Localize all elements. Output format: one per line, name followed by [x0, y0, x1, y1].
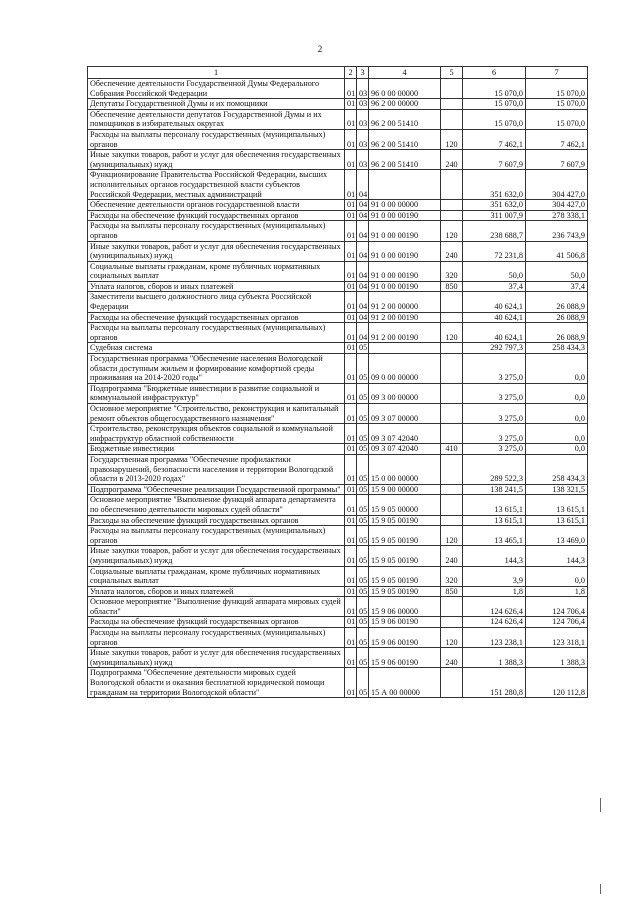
- scan-mark: [600, 884, 601, 894]
- row-c4-cell: 15 А 00 00000: [369, 668, 441, 698]
- row-c3-cell: 04: [357, 210, 369, 221]
- row-c5-cell: [441, 109, 463, 129]
- row-name-cell: Заместители высшего должностного лица субъекта Российской Федерации: [88, 292, 345, 312]
- row-c3-cell: 04: [357, 281, 369, 292]
- row-c4-cell: 91 0 00 00190: [369, 261, 441, 281]
- row-name-cell: Подпрограмма "Обеспечение деятельности мировых судей Вологодской области и оказания бесплатной юридической помощи гражданам на территории Вологодской области": [88, 668, 345, 698]
- row-c6-cell: 50,0: [463, 261, 526, 281]
- row-c2-cell: 01: [345, 241, 357, 261]
- row-c2-cell: 01: [345, 323, 357, 343]
- row-c6-cell: 3 275,0: [463, 404, 526, 424]
- budget-table: [87, 66, 588, 698]
- row-c5-cell: [441, 424, 463, 444]
- row-c4-cell: 91 0 00 00190: [369, 221, 441, 241]
- row-c7-cell: 1 388,3: [526, 648, 588, 668]
- row-name-cell: Судебная система: [88, 343, 345, 354]
- row-c7-cell: 123 318,1: [526, 628, 588, 648]
- row-c4-cell: 15 9 05 00190: [369, 566, 441, 586]
- row-c3-cell: 05: [357, 617, 369, 628]
- row-c5-cell: 240: [441, 150, 463, 170]
- row-c2-cell: 01: [345, 566, 357, 586]
- row-c6-cell: 13 615,1: [463, 515, 526, 526]
- row-name-cell: Социальные выплаты гражданам, кроме публичных нормативных социальных выплат: [88, 261, 345, 281]
- table-row: [88, 79, 588, 99]
- row-c6-cell: 15 070,0: [463, 79, 526, 99]
- row-c2-cell: 01: [345, 546, 357, 566]
- row-c5-cell: 120: [441, 628, 463, 648]
- col-header: 6: [463, 67, 526, 79]
- row-c7-cell: 37,4: [526, 281, 588, 292]
- row-c3-cell: 05: [357, 566, 369, 586]
- table-row: [88, 210, 588, 221]
- row-name-cell: Расходы на обеспечение функций государственных органов: [88, 312, 345, 323]
- row-c5-cell: 320: [441, 566, 463, 586]
- row-c4-cell: 91 0 00 00190: [369, 281, 441, 292]
- row-c3-cell: 05: [357, 628, 369, 648]
- row-name-cell: Расходы на выплаты персоналу государственных (муниципальных) органов: [88, 129, 345, 149]
- row-c5-cell: [441, 79, 463, 99]
- row-c3-cell: 05: [357, 526, 369, 546]
- row-c2-cell: 01: [345, 526, 357, 546]
- row-c6-cell: 15 070,0: [463, 109, 526, 129]
- row-c4-cell: 96 2 00 51410: [369, 150, 441, 170]
- table-row: [88, 323, 588, 343]
- table-row: [88, 586, 588, 597]
- row-c5-cell: [441, 484, 463, 495]
- row-name-cell: Функционирование Правительства Российской Федерации, высших исполнительных органов государственной власти субъектов Российской Федерации, местных администраций: [88, 170, 345, 200]
- row-c3-cell: 05: [357, 343, 369, 354]
- row-name-cell: Уплата налогов, сборов и иных платежей: [88, 281, 345, 292]
- row-c5-cell: 320: [441, 261, 463, 281]
- row-c7-cell: 1,8: [526, 586, 588, 597]
- table-row: [88, 221, 588, 241]
- row-c6-cell: 1 388,3: [463, 648, 526, 668]
- row-c4-cell: 15 0 00 00000: [369, 454, 441, 484]
- row-c4-cell: 91 0 00 00190: [369, 210, 441, 221]
- row-c3-cell: 05: [357, 354, 369, 384]
- row-c5-cell: [441, 668, 463, 698]
- row-c5-cell: [441, 343, 463, 354]
- row-name-cell: Депутаты Государственной Думы и их помощники: [88, 99, 345, 110]
- table-row: [88, 566, 588, 586]
- row-c7-cell: 258 434,3: [526, 343, 588, 354]
- row-c7-cell: 26 088,9: [526, 312, 588, 323]
- row-c2-cell: 01: [345, 444, 357, 455]
- row-c6-cell: 144,3: [463, 546, 526, 566]
- table-row: [88, 454, 588, 484]
- row-c2-cell: 01: [345, 150, 357, 170]
- row-c2-cell: 01: [345, 628, 357, 648]
- row-c5-cell: [441, 292, 463, 312]
- row-c7-cell: 124 706,4: [526, 617, 588, 628]
- table-row: [88, 484, 588, 495]
- row-c3-cell: 05: [357, 484, 369, 495]
- row-c3-cell: 05: [357, 668, 369, 698]
- row-c7-cell: 13 615,1: [526, 495, 588, 515]
- row-c2-cell: 01: [345, 129, 357, 149]
- row-c5-cell: [441, 597, 463, 617]
- row-c7-cell: 41 506,8: [526, 241, 588, 261]
- row-c7-cell: 120 112,8: [526, 668, 588, 698]
- row-c3-cell: 05: [357, 495, 369, 515]
- row-c5-cell: [441, 200, 463, 211]
- row-name-cell: Расходы на обеспечение функций государственных органов: [88, 515, 345, 526]
- row-c6-cell: 124 626,4: [463, 597, 526, 617]
- row-c2-cell: 01: [345, 210, 357, 221]
- row-c5-cell: 850: [441, 586, 463, 597]
- row-name-cell: Подпрограмма "Обеспечение реализации Государственной программы": [88, 484, 345, 495]
- row-c5-cell: [441, 383, 463, 403]
- row-c5-cell: [441, 170, 463, 200]
- table-row: [88, 668, 588, 698]
- row-c6-cell: 311 007,9: [463, 210, 526, 221]
- row-name-cell: Основное мероприятие "Выполнение функций аппарата мировых судей области": [88, 597, 345, 617]
- table-header-row: [88, 67, 588, 79]
- row-c4-cell: 15 9 06 00190: [369, 617, 441, 628]
- row-c4-cell: [369, 343, 441, 354]
- table-row: [88, 281, 588, 292]
- row-c5-cell: [441, 210, 463, 221]
- row-c4-cell: 09 3 07 42040: [369, 444, 441, 455]
- row-c2-cell: 01: [345, 648, 357, 668]
- row-c2-cell: 01: [345, 312, 357, 323]
- row-c7-cell: 278 338,1: [526, 210, 588, 221]
- row-name-cell: Подпрограмма "Бюджетные инвестиции в развитие социальной и коммунальной инфраструктур": [88, 383, 345, 403]
- row-name-cell: Уплата налогов, сборов и иных платежей: [88, 586, 345, 597]
- row-name-cell: Расходы на обеспечение функций государственных органов: [88, 617, 345, 628]
- row-c5-cell: [441, 99, 463, 110]
- row-c2-cell: 01: [345, 515, 357, 526]
- row-c2-cell: 01: [345, 617, 357, 628]
- row-name-cell: Расходы на выплаты персоналу государственных (муниципальных) органов: [88, 221, 345, 241]
- row-c3-cell: 05: [357, 404, 369, 424]
- table-row: [88, 129, 588, 149]
- row-c2-cell: 01: [345, 79, 357, 99]
- row-c6-cell: 7 607,9: [463, 150, 526, 170]
- row-c3-cell: 05: [357, 444, 369, 455]
- scan-mark: [600, 798, 601, 812]
- row-c6-cell: 351 632,0: [463, 200, 526, 211]
- row-c7-cell: 15 070,0: [526, 79, 588, 99]
- row-c2-cell: 01: [345, 281, 357, 292]
- col-header: 1: [88, 67, 345, 79]
- row-c6-cell: 238 688,7: [463, 221, 526, 241]
- table-row: [88, 648, 588, 668]
- row-name-cell: Иные закупки товаров, работ и услуг для обеспечения государственных (муниципальных) нужд: [88, 648, 345, 668]
- row-c4-cell: 15 9 05 00190: [369, 515, 441, 526]
- col-header: 3: [357, 67, 369, 79]
- table-row: [88, 597, 588, 617]
- row-c3-cell: 05: [357, 424, 369, 444]
- row-c5-cell: 410: [441, 444, 463, 455]
- row-c5-cell: [441, 354, 463, 384]
- row-c7-cell: 304 427,0: [526, 170, 588, 200]
- row-c6-cell: 1,8: [463, 586, 526, 597]
- row-c7-cell: 26 088,9: [526, 323, 588, 343]
- page-number: 2: [317, 44, 323, 54]
- row-name-cell: Социальные выплаты гражданам, кроме публичных нормативных социальных выплат: [88, 566, 345, 586]
- row-c7-cell: 26 088,9: [526, 292, 588, 312]
- row-c4-cell: 91 2 00 00190: [369, 312, 441, 323]
- row-c2-cell: 01: [345, 424, 357, 444]
- row-c3-cell: 03: [357, 150, 369, 170]
- row-c4-cell: 09 3 00 00000: [369, 383, 441, 403]
- row-c2-cell: 01: [345, 668, 357, 698]
- row-c7-cell: 7 462,1: [526, 129, 588, 149]
- row-c2-cell: 01: [345, 404, 357, 424]
- row-c7-cell: 7 607,9: [526, 150, 588, 170]
- row-name-cell: Бюджетные инвестиции: [88, 444, 345, 455]
- row-c4-cell: 15 9 06 00190: [369, 628, 441, 648]
- row-c5-cell: 120: [441, 221, 463, 241]
- row-c2-cell: 01: [345, 261, 357, 281]
- row-name-cell: Иные закупки товаров, работ и услуг для обеспечения государственных (муниципальных) нужд: [88, 150, 345, 170]
- row-name-cell: Основное мероприятие "Строительство, реконструкция и капитальный ремонт объектов общегосударственного назначения": [88, 404, 345, 424]
- row-c6-cell: 37,4: [463, 281, 526, 292]
- row-c2-cell: 01: [345, 383, 357, 403]
- row-c6-cell: 123 238,1: [463, 628, 526, 648]
- row-c4-cell: 91 2 00 00000: [369, 292, 441, 312]
- row-c6-cell: 289 522,3: [463, 454, 526, 484]
- row-c5-cell: [441, 404, 463, 424]
- row-name-cell: Иные закупки товаров, работ и услуг для обеспечения государственных (муниципальных) нужд: [88, 241, 345, 261]
- row-c4-cell: 09 0 00 00000: [369, 354, 441, 384]
- row-name-cell: Расходы на выплаты персоналу государственных (муниципальных) органов: [88, 526, 345, 546]
- row-c2-cell: 01: [345, 343, 357, 354]
- col-header: 2: [345, 67, 357, 79]
- row-c7-cell: 13 615,1: [526, 515, 588, 526]
- table-row: [88, 170, 588, 200]
- row-c4-cell: 09 3 07 00000: [369, 404, 441, 424]
- row-c3-cell: 03: [357, 79, 369, 99]
- row-c5-cell: [441, 515, 463, 526]
- col-header: 7: [526, 67, 588, 79]
- row-c5-cell: 120: [441, 129, 463, 149]
- row-name-cell: Государственная программа "Обеспечение населения Вологодской области доступным жильем и формирование комфортной среды проживания на 2014-2020 годы": [88, 354, 345, 384]
- row-c6-cell: 151 280,8: [463, 668, 526, 698]
- row-c3-cell: 04: [357, 170, 369, 200]
- row-c5-cell: 120: [441, 526, 463, 546]
- row-c3-cell: 03: [357, 109, 369, 129]
- table-row: [88, 546, 588, 566]
- row-c4-cell: 09 3 07 42040: [369, 424, 441, 444]
- table-row: [88, 312, 588, 323]
- row-c3-cell: 04: [357, 200, 369, 211]
- row-c3-cell: 04: [357, 312, 369, 323]
- row-c7-cell: 15 070,0: [526, 99, 588, 110]
- row-c4-cell: 15 9 05 00190: [369, 546, 441, 566]
- table-row: [88, 150, 588, 170]
- row-c3-cell: 04: [357, 221, 369, 241]
- row-c4-cell: 91 2 00 00190: [369, 323, 441, 343]
- row-name-cell: Обеспечение деятельности Государственной Думы Федерального Собрания Российской Федерации: [88, 79, 345, 99]
- row-c2-cell: 01: [345, 454, 357, 484]
- row-c4-cell: 15 9 05 00190: [369, 526, 441, 546]
- row-c7-cell: 144,3: [526, 546, 588, 566]
- row-c4-cell: 96 2 00 51410: [369, 109, 441, 129]
- row-c3-cell: 04: [357, 241, 369, 261]
- row-c4-cell: 96 2 00 51410: [369, 129, 441, 149]
- row-c4-cell: 15 9 00 00000: [369, 484, 441, 495]
- row-c3-cell: 03: [357, 99, 369, 110]
- row-c2-cell: 01: [345, 221, 357, 241]
- row-c4-cell: 96 0 00 00000: [369, 79, 441, 99]
- row-c2-cell: 01: [345, 292, 357, 312]
- row-c7-cell: 124 706,4: [526, 597, 588, 617]
- row-c6-cell: 7 462,1: [463, 129, 526, 149]
- row-c2-cell: 01: [345, 109, 357, 129]
- table-row: [88, 99, 588, 110]
- row-name-cell: Государственная программа "Обеспечение профилактики правонарушений, безопасности населения и территории Вологодской области в 2013-2020 годах": [88, 454, 345, 484]
- row-c3-cell: 04: [357, 292, 369, 312]
- table-row: [88, 261, 588, 281]
- table-row: [88, 109, 588, 129]
- row-c7-cell: 0,0: [526, 566, 588, 586]
- row-c6-cell: 3,9: [463, 566, 526, 586]
- row-c3-cell: 05: [357, 648, 369, 668]
- table-row: [88, 526, 588, 546]
- row-c5-cell: 240: [441, 648, 463, 668]
- row-c7-cell: 236 743,9: [526, 221, 588, 241]
- row-c5-cell: [441, 617, 463, 628]
- row-c4-cell: [369, 170, 441, 200]
- row-c6-cell: 124 626,4: [463, 617, 526, 628]
- row-c2-cell: 01: [345, 484, 357, 495]
- row-c6-cell: 138 241,5: [463, 484, 526, 495]
- row-c7-cell: 0,0: [526, 424, 588, 444]
- row-c7-cell: 50,0: [526, 261, 588, 281]
- row-name-cell: Обеспечение деятельности органов государственной власти: [88, 200, 345, 211]
- row-c2-cell: 01: [345, 354, 357, 384]
- row-c3-cell: 04: [357, 261, 369, 281]
- row-c2-cell: 01: [345, 170, 357, 200]
- table-row: [88, 515, 588, 526]
- row-c7-cell: 258 434,3: [526, 454, 588, 484]
- row-c7-cell: 138 321,5: [526, 484, 588, 495]
- row-c7-cell: 0,0: [526, 404, 588, 424]
- table-row: [88, 292, 588, 312]
- row-c6-cell: 40 624,1: [463, 323, 526, 343]
- table-row: [88, 404, 588, 424]
- row-c2-cell: 01: [345, 99, 357, 110]
- row-c5-cell: [441, 312, 463, 323]
- row-name-cell: Обеспечение деятельности депутатов Государственной Думы и их помощников в избирательных округах: [88, 109, 345, 129]
- row-c6-cell: 40 624,1: [463, 312, 526, 323]
- row-c5-cell: 240: [441, 241, 463, 261]
- row-c7-cell: 15 070,0: [526, 109, 588, 129]
- row-c6-cell: 3 275,0: [463, 424, 526, 444]
- table-row: [88, 383, 588, 403]
- table-row: [88, 343, 588, 354]
- table-row: [88, 628, 588, 648]
- table-row: [88, 354, 588, 384]
- row-name-cell: Основное мероприятие "Выполнение функций аппарата департамента по обеспечению деятельности мировых судей области": [88, 495, 345, 515]
- table-row: [88, 495, 588, 515]
- row-c6-cell: 15 070,0: [463, 99, 526, 110]
- row-c2-cell: 01: [345, 200, 357, 211]
- table-row: [88, 444, 588, 455]
- row-c3-cell: 05: [357, 454, 369, 484]
- row-c3-cell: 05: [357, 586, 369, 597]
- row-c4-cell: 91 0 00 00000: [369, 200, 441, 211]
- row-c4-cell: 15 9 05 00000: [369, 495, 441, 515]
- row-c7-cell: 304 427,0: [526, 200, 588, 211]
- row-c2-cell: 01: [345, 586, 357, 597]
- col-header: 4: [369, 67, 441, 79]
- row-c3-cell: 05: [357, 597, 369, 617]
- row-c3-cell: 05: [357, 515, 369, 526]
- row-name-cell: Расходы на выплаты персоналу государственных (муниципальных) органов: [88, 323, 345, 343]
- row-c3-cell: 05: [357, 383, 369, 403]
- row-c6-cell: 3 275,0: [463, 354, 526, 384]
- row-c5-cell: 850: [441, 281, 463, 292]
- row-c5-cell: [441, 495, 463, 515]
- row-c7-cell: 0,0: [526, 383, 588, 403]
- row-c5-cell: 240: [441, 546, 463, 566]
- row-name-cell: Расходы на обеспечение функций государственных органов: [88, 210, 345, 221]
- row-c6-cell: 3 275,0: [463, 383, 526, 403]
- row-c6-cell: 292 797,3: [463, 343, 526, 354]
- row-c4-cell: 15 9 05 00190: [369, 586, 441, 597]
- row-c6-cell: 3 275,0: [463, 444, 526, 455]
- row-c2-cell: 01: [345, 495, 357, 515]
- row-c5-cell: 120: [441, 323, 463, 343]
- row-c3-cell: 05: [357, 546, 369, 566]
- row-name-cell: Строительство, реконструкция объектов социальной и коммунальной инфраструктур областной собственности: [88, 424, 345, 444]
- row-c6-cell: 13 465,1: [463, 526, 526, 546]
- row-c7-cell: 13 469,0: [526, 526, 588, 546]
- table-row: [88, 200, 588, 211]
- row-c3-cell: 03: [357, 129, 369, 149]
- row-c7-cell: 0,0: [526, 444, 588, 455]
- table-row: [88, 617, 588, 628]
- table-row: [88, 424, 588, 444]
- row-name-cell: Иные закупки товаров, работ и услуг для обеспечения государственных (муниципальных) нужд: [88, 546, 345, 566]
- row-c6-cell: 351 632,0: [463, 170, 526, 200]
- table-row: [88, 241, 588, 261]
- row-c7-cell: 0,0: [526, 354, 588, 384]
- row-c4-cell: 15 9 06 00000: [369, 597, 441, 617]
- row-c6-cell: 40 624,1: [463, 292, 526, 312]
- row-c6-cell: 13 615,1: [463, 495, 526, 515]
- row-c4-cell: 91 0 00 00190: [369, 241, 441, 261]
- row-c5-cell: [441, 454, 463, 484]
- row-c2-cell: 01: [345, 597, 357, 617]
- row-c4-cell: 96 2 00 00000: [369, 99, 441, 110]
- row-c4-cell: 15 9 06 00190: [369, 648, 441, 668]
- row-name-cell: Расходы на выплаты персоналу государственных (муниципальных) органов: [88, 628, 345, 648]
- row-c3-cell: 04: [357, 323, 369, 343]
- col-header: 5: [441, 67, 463, 79]
- row-c6-cell: 72 231,8: [463, 241, 526, 261]
